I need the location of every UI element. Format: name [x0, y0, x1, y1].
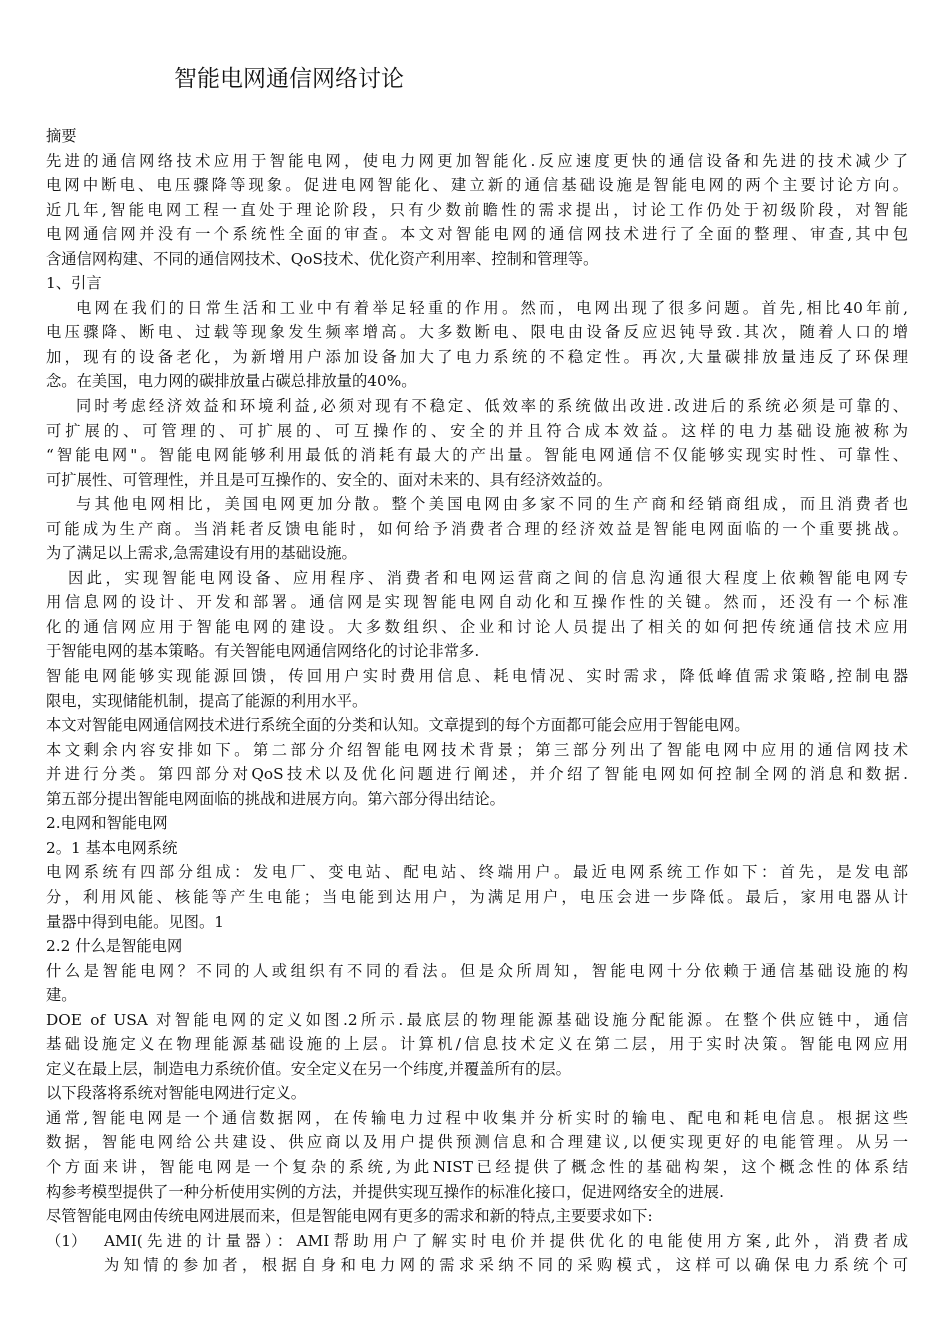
text-line: 电网在我们的日常生活和工业中有着举足轻重的作用。然而，电网出现了很多问题。首先,相比40年前, — [76, 298, 908, 317]
text-line: 1、引言 — [46, 274, 102, 293]
text-line: 分，利用风能、核能等产生电能；当电能到达用户，为满足用户，电压会进一步降低。最后，家用电器从计 — [46, 887, 908, 906]
text-line: 加，现有的设备老化，为新增用户添加设备加大了电力系统的不稳定性。再次,大量碳排放量违反了环保理 — [46, 347, 908, 366]
text-line: 电压骤降、断电、过载等现象发生频率增高。大多数断电、限电由设备反应迟钝导致.其次，随着人口的增 — [46, 323, 908, 342]
text-line: 可扩展的、可管理的、可扩展的、可互操作的、安全的并且符合成本效益。这样的电力基础设施被称为 — [46, 421, 908, 440]
text-line: 电网系统有四部分组成：发电厂、变电站、配电站、终端用户。最近电网系统工作如下：首先，是发电部 — [46, 863, 908, 882]
text-line: 于智能电网的基本策略。有关智能电网通信网络化的讨论非常多. — [46, 642, 480, 661]
text-line: 定义在最上层，制造电力系统价值。安全定义在另一个纬度,并覆盖所有的层。 — [46, 1059, 571, 1078]
text-line: 尽管智能电网由传统电网进展而来，但是智能电网有更多的需求和新的特点,主要要求如下: — [46, 1207, 653, 1226]
text-line: 限电，实现储能机制，提高了能源的利用水平。 — [46, 691, 368, 710]
text-line: 与其他电网相比，美国电网更加分散。整个美国电网由多家不同的生产商和经销商组成，而且消费者也 — [76, 495, 908, 514]
list-item-continuation: 为知情的参加者，根据自身和电力网的需求采纳不同的采购模式，这样可以确保电力系统个可 — [104, 1256, 908, 1275]
text-line: 电网通信网并没有一个系统性全面的审查。本文对智能电网的通信网技术进行了全面的整理、审查,其中包 — [46, 225, 908, 244]
text-line: 个方面来讲，智能电网是一个复杂的系统,为此NIST已经提供了概念性的基础构架，这个概念性的体系结 — [46, 1157, 908, 1176]
text-line: 并进行分类。第四部分对QoS技术以及优化问题进行阐述，并介绍了智能电网如何控制全网的消息和数据. — [46, 765, 908, 784]
list-item — [46, 1229, 908, 1254]
text-line: 通常,智能电网是一个通信数据网，在传输电力过程中收集并分析实时的输电、配电和耗电信息。根据这些 — [46, 1108, 908, 1127]
text-line: 摘要 — [46, 127, 77, 145]
text-line: 以下段落将系统对智能电网进行定义。 — [46, 1084, 307, 1103]
list-item-text: AMI(先进的计量器）：AMI帮助用户了解实时电价并提供优化的电能使用方案,此外，消费者成 — [104, 1231, 908, 1250]
text-line: 基础设施定义在物理能源基础设施的上层。计算机/信息技术定义在第二层，用于实时决策。智能电网应用 — [46, 1035, 908, 1054]
text-line: 2.电网和智能电网 — [46, 814, 168, 833]
text-line: 本文对智能电网通信网技术进行系统全面的分类和认知。文章提到的每个方面都可能会应用于智能电网。 — [46, 716, 750, 735]
text-line: 电网中断电、电压骤降等现象。促进电网智能化、建立新的通信基础设施是智能电网的两个主要讨论方向。 — [46, 176, 908, 195]
text-line: 因此，实现智能电网设备、应用程序、消费者和电网运营商之间的信息沟通很大程度上依赖智能电网专 — [68, 568, 908, 587]
text-line: 可能成为生产商。当消耗者反馈电能时，如何给予消费者合理的经济效益是智能电网面临的一个重要挑战。 — [46, 519, 908, 538]
text-line: 什么是智能电网？不同的人或组织有不同的看法。但是众所周知，智能电网十分依赖于通信基础设施的构 — [46, 961, 908, 980]
text-line: 本文剩余内容安排如下。第二部分介绍智能电网技术背景；第三部分列出了智能电网中应用的通信网技术 — [46, 740, 908, 759]
text-line: 同时考虑经济效益和环境利益,必须对现有不稳定、低效率的系统做出改进.改进后的系统必须是可靠的、 — [76, 397, 908, 416]
document-title: 智能电网通信网络讨论 — [174, 66, 404, 92]
text-line: 先进的通信网络技术应用于智能电网，使电力网更加智能化.反应速度更快的通信设备和先进的技术减少了 — [46, 151, 908, 170]
text-line: 数据，智能电网给公共建设、供应商以及用户提供预测信息和合理建议,以便实现更好的电能管理。从另一 — [46, 1133, 908, 1152]
text-line: 构参考模型提供了一种分析使用实例的方法，并提供实现互操作的标准化接口，促进网络安全的进展. — [46, 1182, 724, 1201]
text-line: “智能电网"。智能电网能够利用最低的消耗有最大的产出量。智能电网通信不仅能够实现实时性、可靠性、 — [46, 446, 908, 465]
text-line: 智能电网能够实现能源回馈，传回用户实时费用信息、耗电情况、实时需求，降低峰值需求策略,控制电器 — [46, 667, 908, 686]
text-line: 近几年,智能电网工程一直处于理论阶段，只有少数前瞻性的需求提出，讨论工作仍处于初级阶段，对智能 — [46, 200, 908, 219]
text-line: 2。1 基本电网系统 — [46, 838, 178, 857]
text-line: 化的通信网应用于智能电网的建设。大多数组织、企业和讨论人员提出了相关的如何把传统通信技术应用 — [46, 617, 908, 636]
text-line: 用信息网的设计、开发和部署。通信网是实现智能电网自动化和互操作性的关键。然而，还没有一个标准 — [46, 593, 908, 612]
text-line: 第五部分提出智能电网面临的挑战和进展方向。第六部分得出结论。 — [46, 789, 505, 808]
text-line: 建。 — [46, 986, 77, 1005]
text-line: 量器中得到电能。见图。1 — [46, 912, 224, 931]
text-line: DOE of USA 对智能电网的定义如图.2所示.最底层的物理能源基础设施分配能源。在整个供应链中，通信 — [46, 1010, 908, 1029]
document-body — [46, 124, 908, 1278]
list-item-marker: （1） — [46, 1231, 87, 1250]
text-line: 2.2 什么是智能电网 — [46, 937, 183, 956]
text-line: 含通信网构建、不同的通信网技术、QoS技术、优化资产利用率、控制和管理等。 — [46, 249, 599, 268]
text-line: 可扩展性、可管理性，并且是可互操作的、安全的、面对未来的、具有经济效益的。 — [46, 470, 612, 489]
text-line: 为了满足以上需求,急需建设有用的基础设施。 — [46, 544, 357, 563]
text-line: 念。在美国，电力网的碳排放量占碳总排放量的40%。 — [46, 372, 417, 391]
